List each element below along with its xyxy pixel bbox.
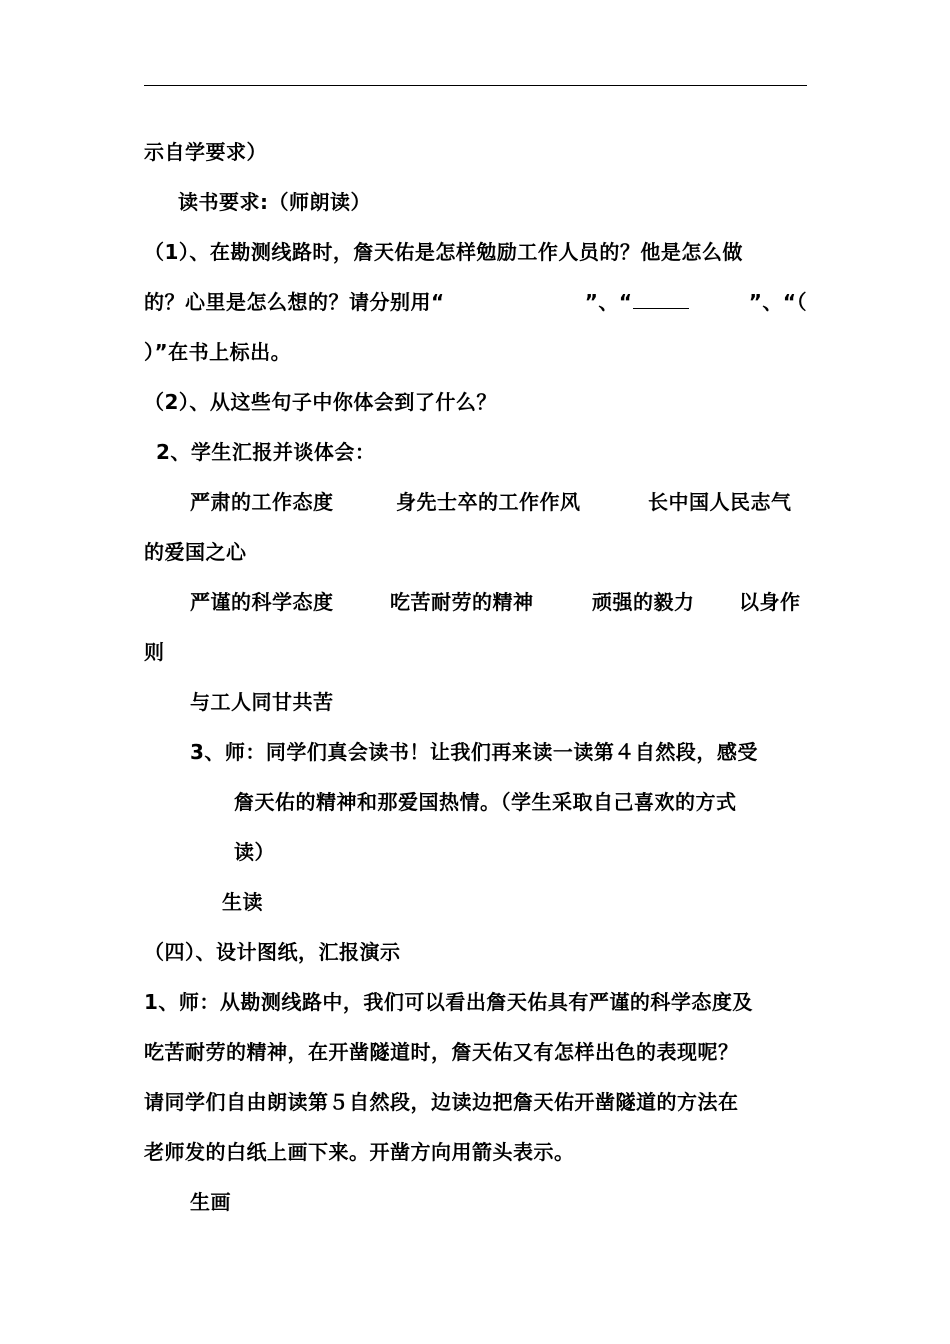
text-line: 示自学要求） bbox=[144, 140, 267, 164]
text-line bbox=[144, 990, 807, 1014]
text-segment: 的？心里是怎么想的？请分别用“ bbox=[144, 290, 445, 314]
text-line bbox=[144, 240, 807, 264]
section-heading: （四）、设计图纸，汇报演示 bbox=[144, 940, 401, 964]
text-segment: 严谨的科学态度 bbox=[190, 590, 334, 614]
text-line: 2、学生汇报并谈体会： bbox=[156, 440, 376, 464]
text-segment: 以身作 bbox=[739, 590, 801, 614]
underline-blank bbox=[633, 292, 689, 309]
text-line: ）”在书上标出。 bbox=[144, 340, 292, 364]
text-line: 读） bbox=[234, 840, 275, 864]
text-segment: ”、“ bbox=[585, 290, 689, 314]
text-line: 生读 bbox=[222, 890, 263, 914]
text-line-content: 1、师：从勘测线路中，我们可以看出詹天佑具有严谨的科学态度及 bbox=[144, 990, 753, 1014]
text-line bbox=[144, 1090, 807, 1114]
text-segment: 顽强的毅力 bbox=[592, 590, 695, 614]
text-line-content: 请同学们自由朗读第５自然段，边读边把詹天佑开凿隧道的方法在 bbox=[144, 1090, 739, 1114]
text-line: （2）、从这些句子中你体会到了什么？ bbox=[144, 390, 497, 414]
text-segment: 严肃的工作态度 bbox=[190, 490, 334, 514]
text-line: 詹天佑的精神和那爱国热情。（学生采取自己喜欢的方式 bbox=[234, 790, 737, 814]
text-segment: 吃苦耐劳的精神 bbox=[390, 590, 534, 614]
header-rule bbox=[144, 85, 807, 86]
text-line: 则 bbox=[144, 640, 165, 664]
text-line bbox=[144, 1040, 807, 1064]
text-line: 老师发的白纸上画下来。开凿方向用箭头表示。 bbox=[144, 1140, 575, 1164]
text-line: 3、师：同学们真会读书！让我们再来读一读第４自然段，感受 bbox=[190, 740, 758, 764]
text-line: 读书要求:（师朗读） bbox=[178, 190, 371, 214]
text-segment: 长中国人民志气 bbox=[648, 490, 792, 514]
text-line-content: （1）、在勘测线路时，詹天佑是怎样勉励工作人员的？他是怎么做 bbox=[144, 240, 743, 264]
text-segment: 身先士卒的工作作风 bbox=[396, 490, 581, 514]
text-line: 与工人同甘共苦 bbox=[190, 690, 334, 714]
text-segment: ”、“（ bbox=[748, 290, 807, 314]
text-line: 的爱国之心 bbox=[144, 540, 247, 564]
text-line-content: 吃苦耐劳的精神，在开凿隧道时，詹天佑又有怎样出色的表现呢？ bbox=[144, 1040, 739, 1064]
text-line: 生画 bbox=[190, 1190, 231, 1214]
text-line bbox=[144, 290, 807, 314]
